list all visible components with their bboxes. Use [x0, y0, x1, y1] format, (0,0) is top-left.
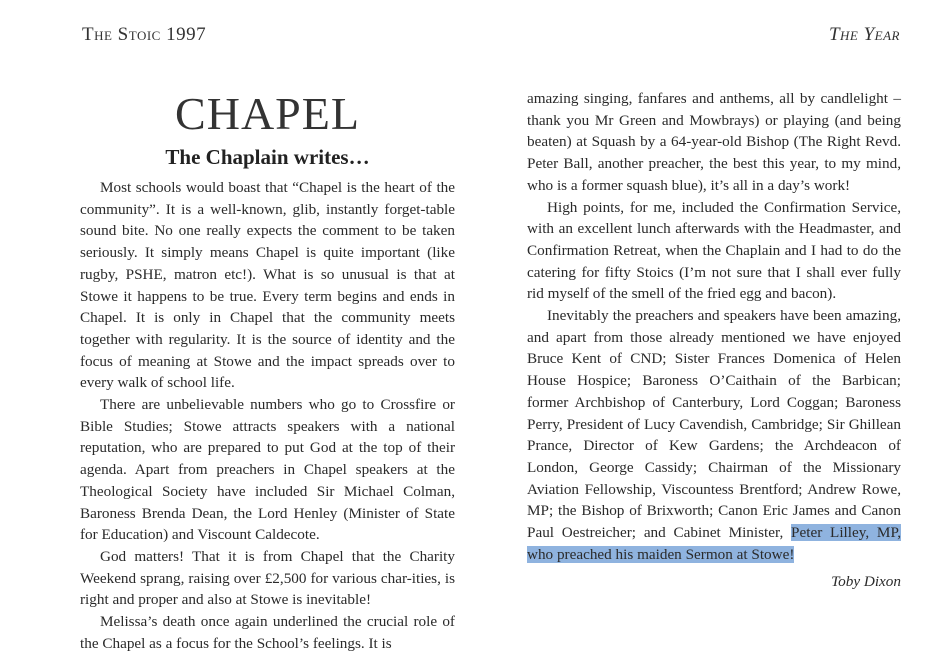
author-signature: Toby Dixon	[831, 573, 901, 591]
left-column	[80, 88, 455, 654]
paragraph: There are unbelievable numbers who go to Crossfire or Bible Studies; Stowe attracts speakers with a national reputation, who are prepared to put God at the top of their agenda. Apart from preachers in Chapel speakers at the Theological Society have included Sir Michael Colman, Baroness Brenda Dean, the Lord Henley (Minister of State for Education) and Viscount Caldecote.	[80, 396, 455, 544]
paragraph: amazing singing, fanfares and anthems, all by candlelight – thank you Mr Green and Mowbrays) or playing (and being beaten) at Squash by a 64-year-old Bishop (The Right Revd. Peter Ball, another preacher, the best this year, to my mind, who is a former squash blue), it’s all in a day’s work!	[527, 90, 901, 194]
paragraph: Most schools would boast that “Chapel is the heart of the community”. It is a well-known, glib, instantly forget-table sound bite. No one really expects the comment to be taken seriously. It simply means Chapel is quite important (like rugby, PSHE, matron etc!). What is so unusual is that at Stowe it happens to be true. Every term begins and ends in Chapel. It is only in Chapel that the community meets together with regularity. It is the source of identity and the focus of meaning at Stowe and the impact spreads over to every walk of school life.	[80, 179, 455, 392]
paragraph: Melissa’s death once again underlined the crucial role of the Chapel as a focus for the School’s feelings. It is	[80, 613, 455, 652]
paragraph-text: Inevitably the preachers and speakers have been amazing, and apart from those already mentioned we have enjoyed Bruce Kent of CND; Sister Frances Domenica of Helen House Hospice; Baroness O’Caithain of the Barbican; former Archbishop of Canterbury, Lord Coggan; Baroness Perry, President of Lucy Cavendish, Cambridge; Sir Ghillean Prance, Director of Kew Gardens; the Archdeacon of London, George Cassidy; Chairman of the Missionary Aviation Fellowship, Viscountess Brentford; Andrew Rowe, MP; the Bishop of Brixworth; Canon Eric James and Canon Paul Oestreicher; and Cabinet Minister,	[527, 307, 901, 542]
right-column	[527, 88, 901, 593]
subtitle: The Chaplain writes…	[165, 145, 370, 169]
paragraph: High points, for me, included the Confirmation Service, with an excellent lunch afterwards with the Headmaster, and Confirmation Retreat, when the Chaplain and I had to do the catering for fifty Stoics (I’m not sure that I shall ever fully rid myself of the smell of the fried egg and bacon).	[527, 198, 901, 303]
paragraph-with-selection	[527, 305, 901, 565]
paragraph: God matters! That it is from Chapel that the Charity Weekend sprang, raising over £2,500 for various char-ities, is right and proper and also at Stowe is inevitable!	[80, 547, 455, 609]
selected-text-highlight[interactable]: Peter Lilley, MP, who preached his maiden Sermon at Stowe!	[527, 524, 901, 563]
running-header-right: The Year	[828, 24, 900, 45]
section-title: CHAPEL	[175, 88, 360, 139]
running-header-left: The Stoic 1997	[82, 24, 207, 45]
